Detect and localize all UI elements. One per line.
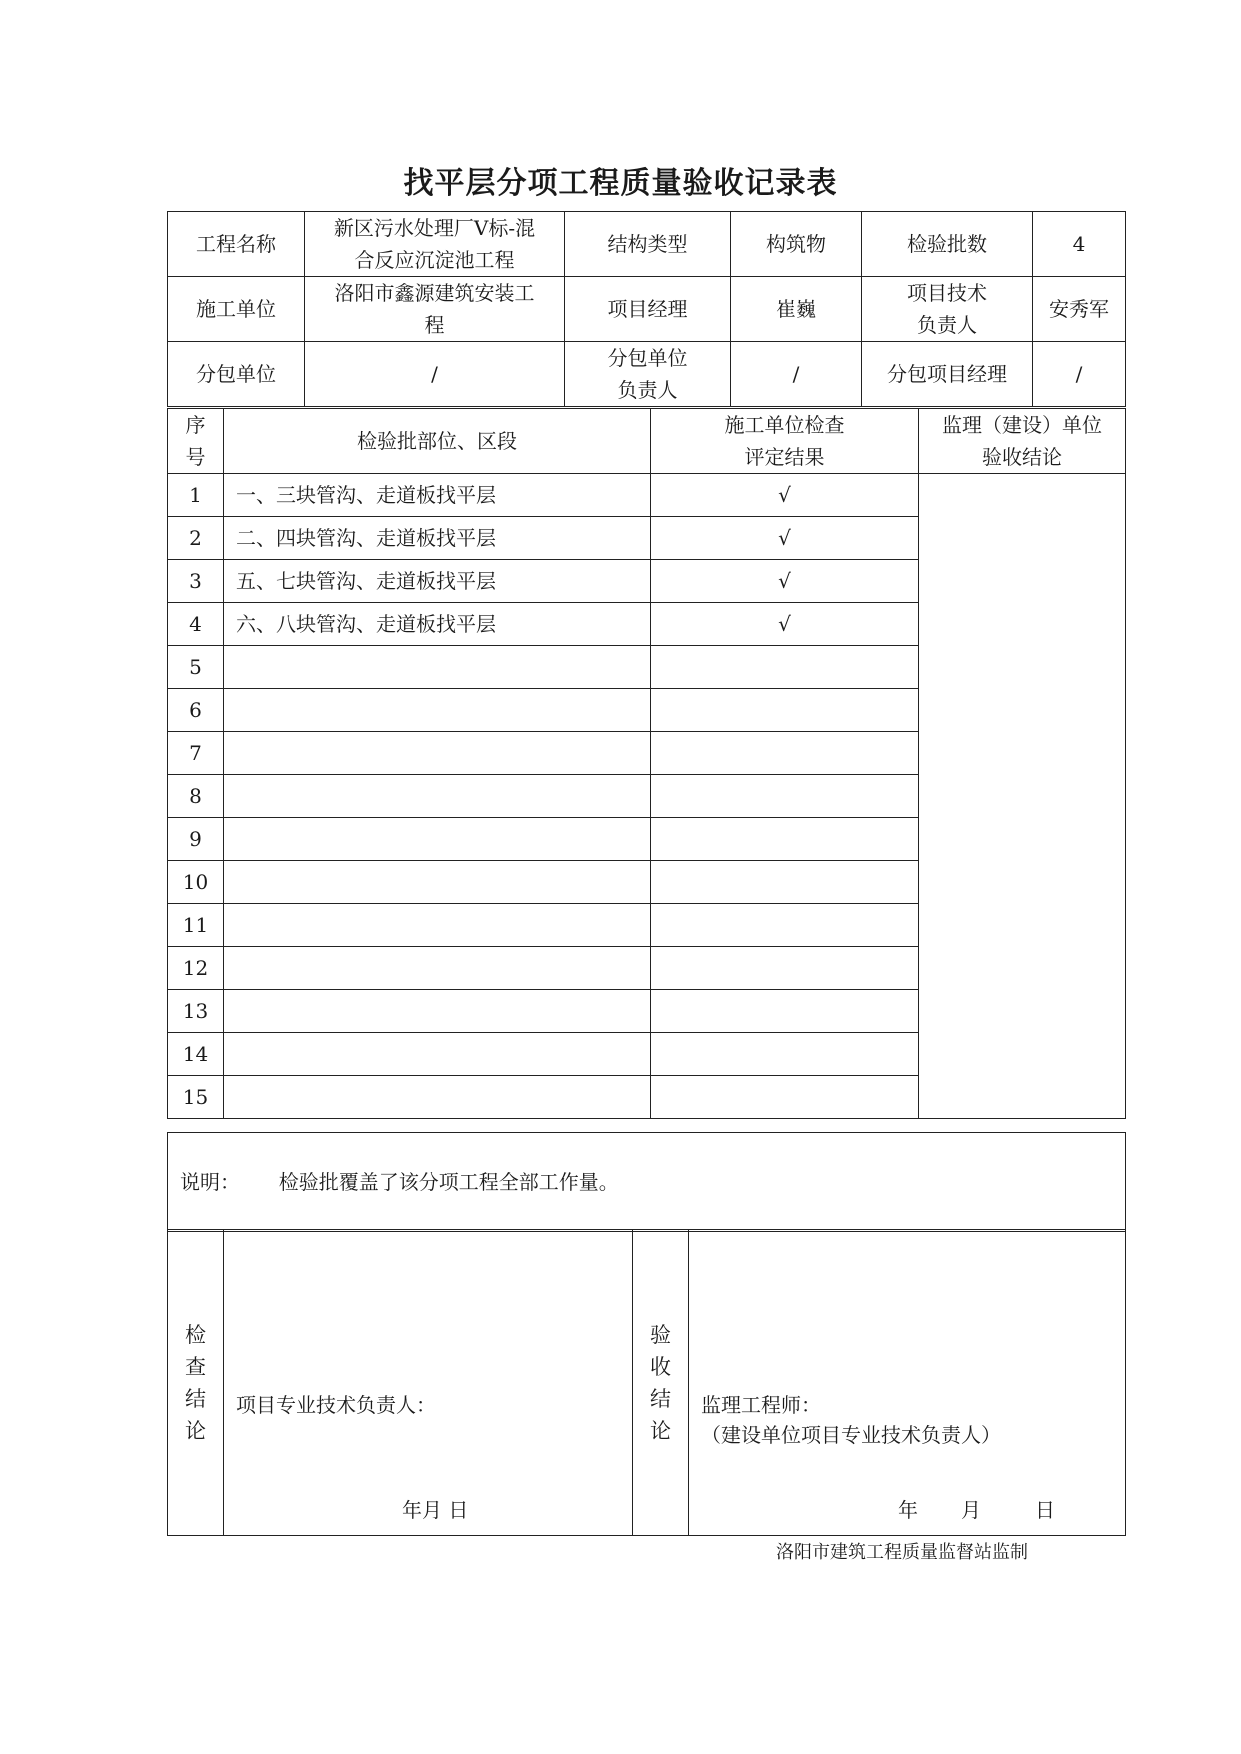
check-signer-label: 项目专业技术负责人：: [236, 1393, 436, 1417]
row-location: [224, 1076, 651, 1119]
row-number: 2: [168, 517, 224, 560]
col-seq-header: 序 号: [168, 409, 224, 474]
row-result: [651, 1033, 919, 1076]
row-location: [224, 990, 651, 1033]
contractor-label: 施工单位: [168, 277, 305, 342]
row-location: [224, 646, 651, 689]
note-text: 检验批覆盖了该分项工程全部工作量。: [278, 1170, 619, 1194]
row-location: [224, 947, 651, 990]
row-result: [651, 990, 919, 1033]
col-supervision-header: 监理（建设）单位 验收结论: [919, 409, 1126, 474]
sub-lead-label: 分包单位 负责人: [565, 342, 731, 407]
row-result: [651, 689, 919, 732]
row-result: [651, 904, 919, 947]
batch-table-header: [168, 409, 1126, 474]
accept-date-year: 年: [898, 1498, 918, 1522]
subcontractor-label: 分包单位: [168, 342, 305, 407]
contractor-value: 洛阳市鑫源建筑安装工 程: [305, 277, 565, 342]
sub-pm-label: 分包项目经理: [862, 342, 1033, 407]
row-location: [224, 818, 651, 861]
row-number: 5: [168, 646, 224, 689]
row-location: [224, 689, 651, 732]
sub-pm-value: /: [1033, 342, 1126, 407]
note-label: 说明：: [180, 1170, 240, 1194]
conclusion-table: [167, 1229, 1126, 1536]
row-number: 6: [168, 689, 224, 732]
subcontractor-value: /: [305, 342, 565, 407]
batch-count-value: 4: [1033, 212, 1126, 277]
row-result: [651, 818, 919, 861]
accept-signer-label: 监理工程师： （建设单位项目专业技术负责人）: [701, 1393, 1001, 1447]
row-location: 一、三块管沟、走道板找平层: [224, 474, 651, 517]
table-row: [168, 474, 1126, 517]
row-number: 3: [168, 560, 224, 603]
project-name-label: 工程名称: [168, 212, 305, 277]
row-result: √: [651, 603, 919, 646]
row-number: 1: [168, 474, 224, 517]
row-number: 9: [168, 818, 224, 861]
row-result: √: [651, 474, 919, 517]
supervision-conclusion-cell: [919, 474, 1126, 1119]
footer-issuer: 洛阳市建筑工程质量监督站监制: [776, 1542, 1028, 1563]
row-location: [224, 732, 651, 775]
row-location: [224, 775, 651, 818]
check-conclusion-label: 检 查 结 论: [168, 1230, 224, 1536]
row-number: 10: [168, 861, 224, 904]
note-table: [167, 1132, 1126, 1232]
row-number: 14: [168, 1033, 224, 1076]
tech-lead-value: 安秀军: [1033, 277, 1126, 342]
col-location-header: 检验批部位、区段: [224, 409, 651, 474]
project-info-table: [167, 211, 1126, 407]
row-number: 4: [168, 603, 224, 646]
row-result: [651, 646, 919, 689]
row-result: [651, 1076, 919, 1119]
row-location: 二、四块管沟、走道板找平层: [224, 517, 651, 560]
structure-type-label: 结构类型: [565, 212, 731, 277]
check-conclusion-cell: [224, 1230, 633, 1536]
row-number: 7: [168, 732, 224, 775]
row-result: [651, 732, 919, 775]
acceptance-conclusion-cell: [689, 1230, 1126, 1536]
project-name-value: 新区污水处理厂Ⅴ标-混 合反应沉淀池工程: [305, 212, 565, 277]
structure-type-value: 构筑物: [731, 212, 862, 277]
batch-count-label: 检验批数: [862, 212, 1033, 277]
row-number: 8: [168, 775, 224, 818]
document-title: 找平层分项工程质量验收记录表: [403, 166, 838, 201]
note-cell: [168, 1133, 1126, 1232]
sub-lead-value: /: [731, 342, 862, 407]
row-result: √: [651, 517, 919, 560]
row-number: 11: [168, 904, 224, 947]
check-date: 年月 日: [402, 1498, 469, 1522]
inspection-batch-table: [167, 408, 1126, 1119]
row-location: [224, 1033, 651, 1076]
row-result: [651, 947, 919, 990]
row-result: √: [651, 560, 919, 603]
row-location: [224, 861, 651, 904]
acceptance-conclusion-label: 验 收 结 论: [633, 1230, 689, 1536]
project-row: [168, 212, 1126, 277]
contractor-row: [168, 277, 1126, 342]
row-number: 13: [168, 990, 224, 1033]
row-number: 15: [168, 1076, 224, 1119]
subcontractor-row: [168, 342, 1126, 407]
row-result: [651, 861, 919, 904]
row-number: 12: [168, 947, 224, 990]
row-location: [224, 904, 651, 947]
accept-date-month: 月: [961, 1498, 981, 1522]
project-manager-value: 崔巍: [731, 277, 862, 342]
col-result-header: 施工单位检查 评定结果: [651, 409, 919, 474]
accept-date-day: 日: [1035, 1498, 1055, 1522]
row-location: 五、七块管沟、走道板找平层: [224, 560, 651, 603]
tech-lead-label: 项目技术 负责人: [862, 277, 1033, 342]
project-manager-label: 项目经理: [565, 277, 731, 342]
row-location: 六、八块管沟、走道板找平层: [224, 603, 651, 646]
row-result: [651, 775, 919, 818]
